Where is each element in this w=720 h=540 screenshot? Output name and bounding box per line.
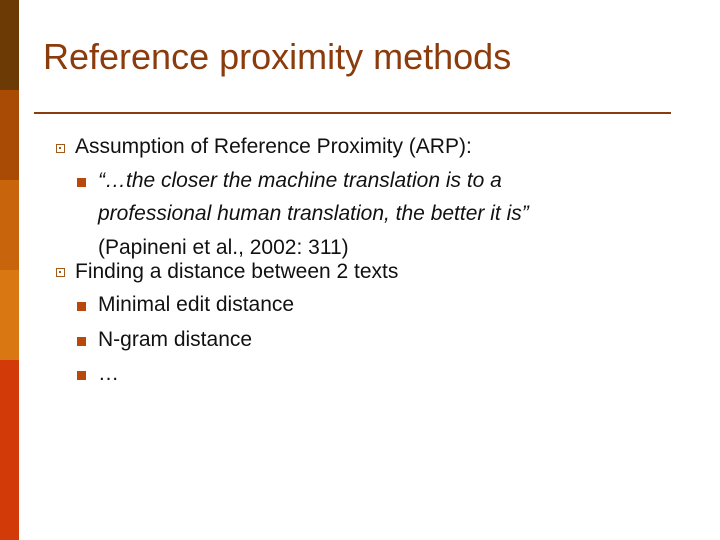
- subbullet-square-icon: [77, 302, 86, 311]
- subbullet-ellipsis: …: [98, 362, 119, 385]
- bullet-distance: Finding a distance between 2 texts: [75, 260, 399, 283]
- subbullet-square-icon: [77, 337, 86, 346]
- bullet-arp: Assumption of Reference Proximity (ARP):: [75, 135, 472, 158]
- subbullet-ngram-distance: N-gram distance: [98, 328, 253, 351]
- subbullet-square-icon: [77, 371, 86, 380]
- subbullet-square-icon: [77, 178, 86, 187]
- subbullet-edit-distance: Minimal edit distance: [98, 293, 295, 316]
- bullet-box-icon: [56, 268, 65, 277]
- quote-line-1: “…the closer the machine translation is to a: [98, 169, 502, 192]
- bullet-box-icon: [56, 144, 65, 153]
- quote-line-2: professional human translation, the better it is”: [98, 202, 529, 225]
- quote-citation: (Papineni et al., 2002: 311): [98, 236, 349, 259]
- slide-title: Reference proximity methods: [43, 36, 512, 77]
